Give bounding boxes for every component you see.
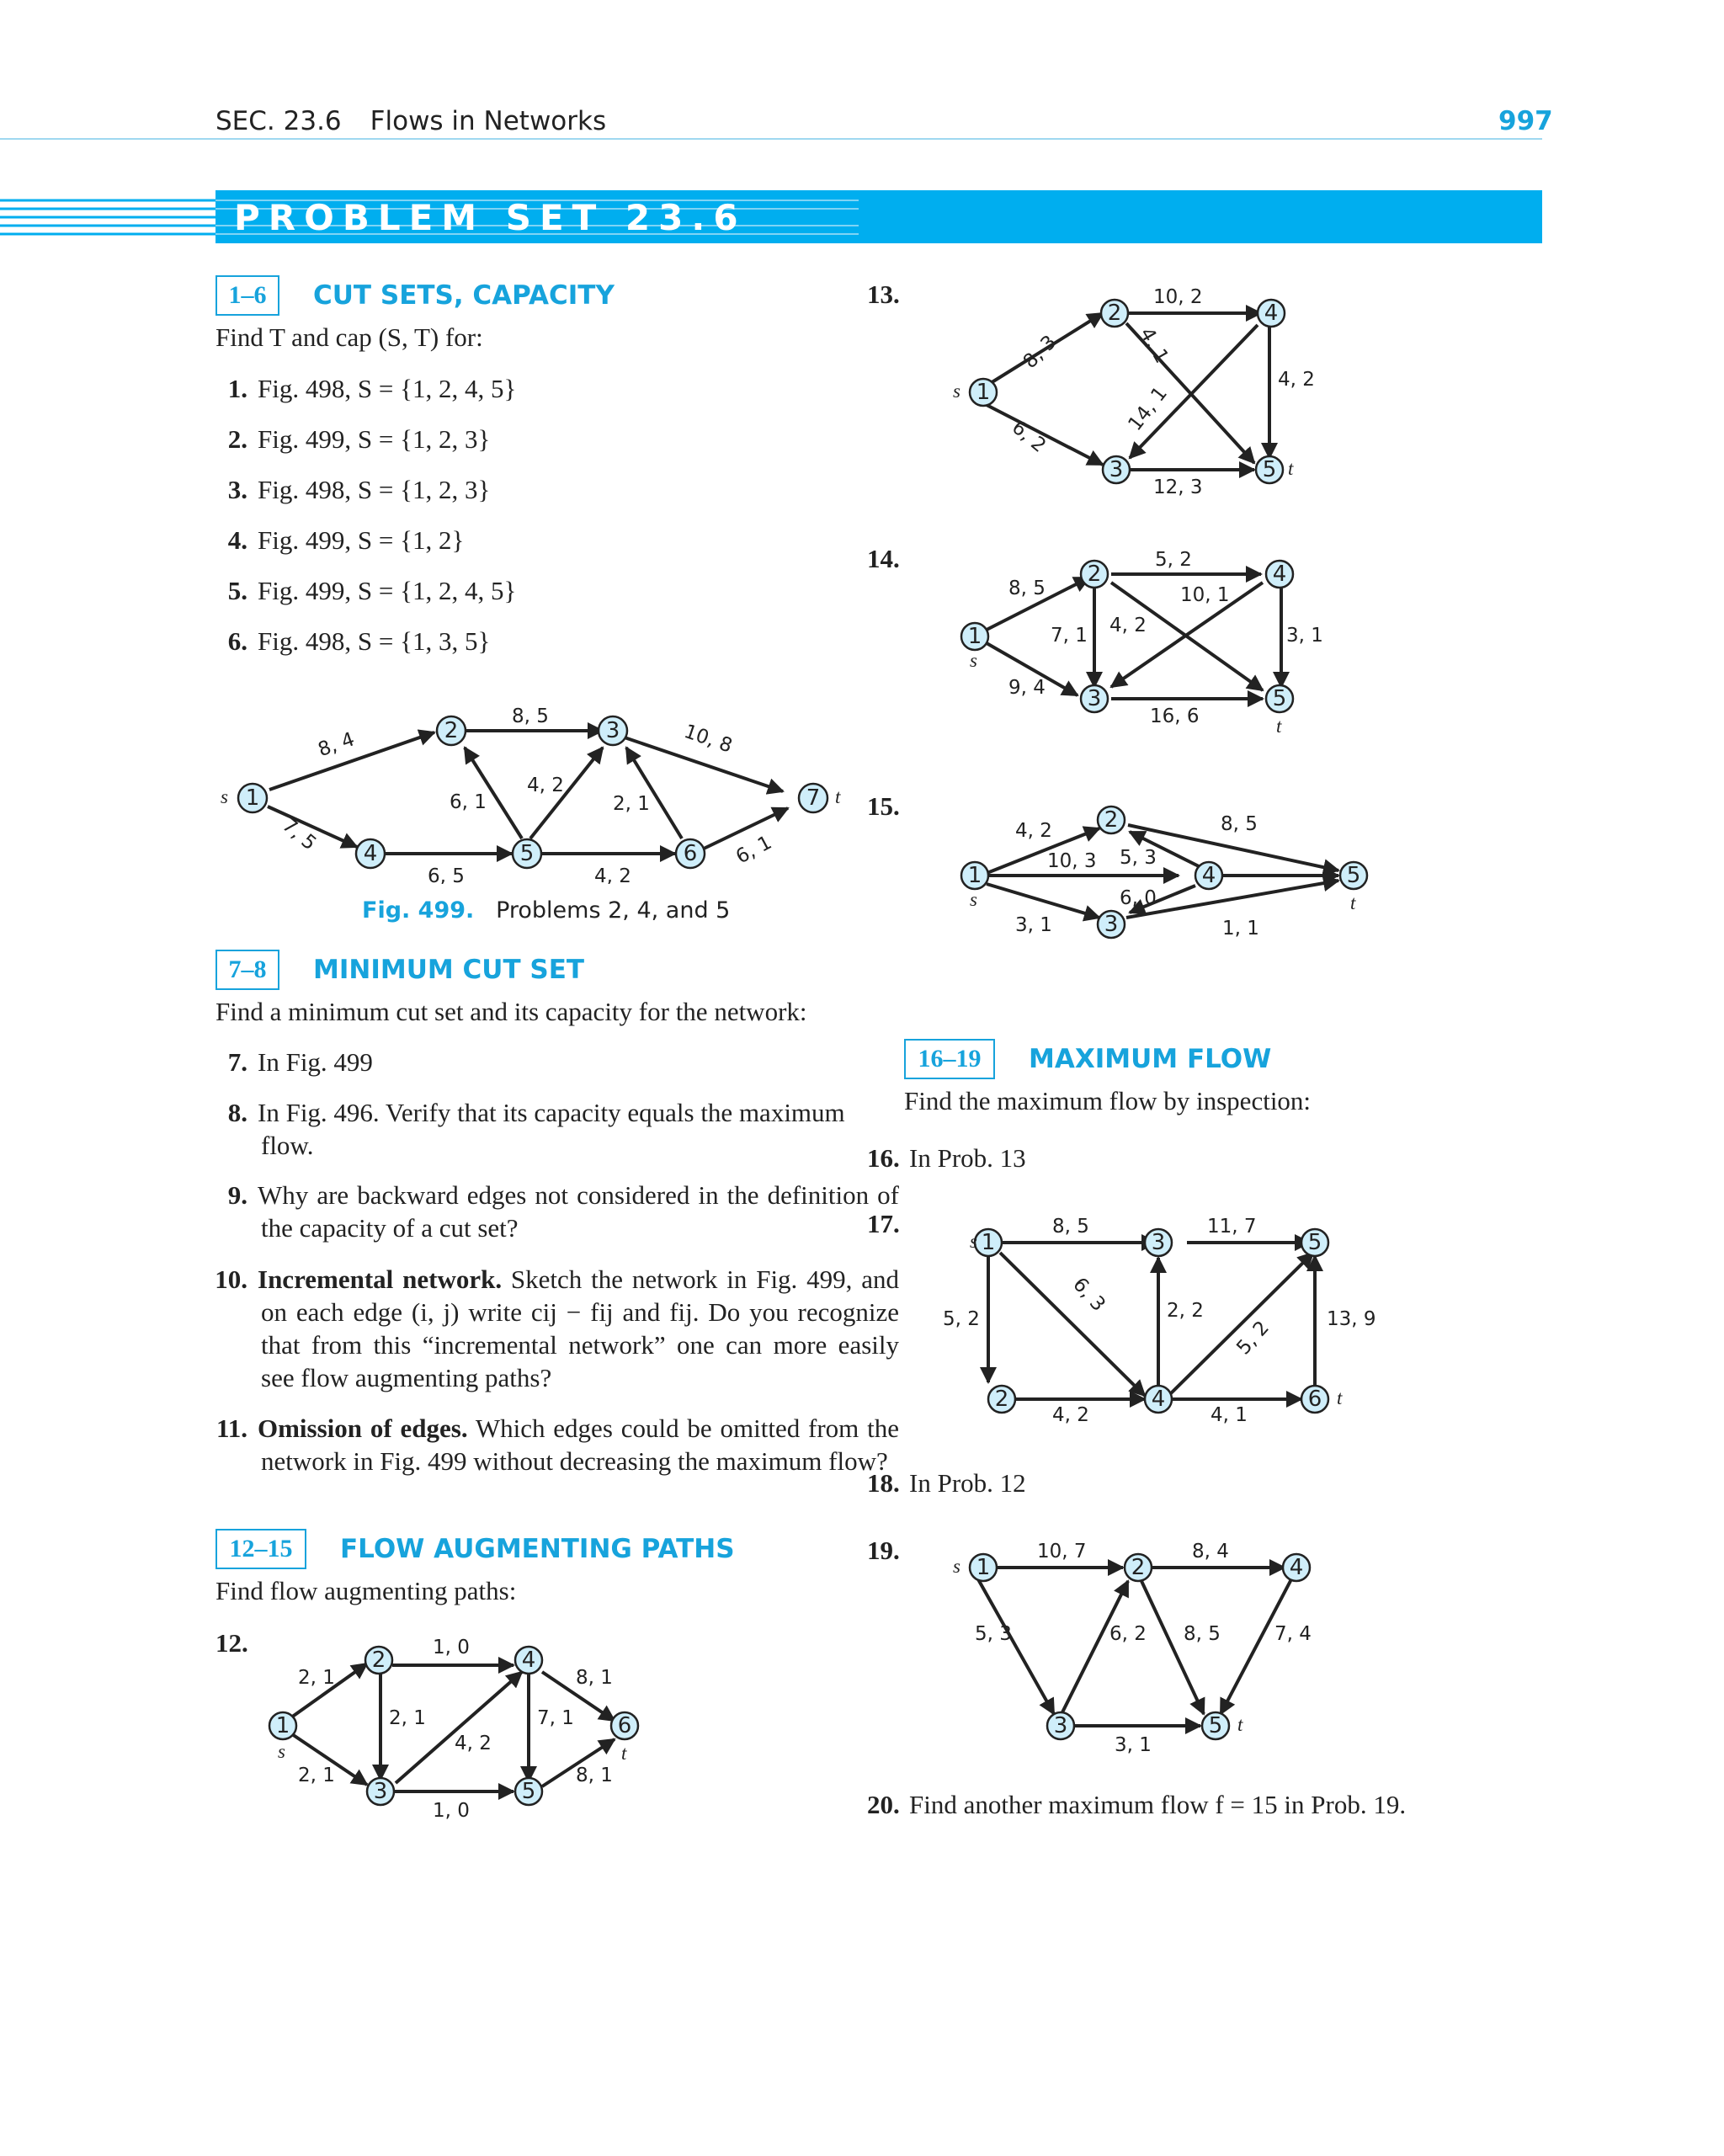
node [1256, 456, 1283, 483]
edge-label: 10, 2 [1153, 286, 1203, 308]
node [975, 1229, 1002, 1256]
edge-label: 5, 2 [1232, 1317, 1274, 1360]
problem-8: 8. In Fig. 496. Verify that its capacity equals the maximum flow. [227, 1098, 845, 1160]
node [970, 379, 997, 406]
node [437, 716, 466, 745]
node [1340, 862, 1367, 889]
edge-label: 4, 1 [1211, 1404, 1248, 1426]
edge-label: 2, 1 [298, 1765, 335, 1786]
edge-label: 4, 2 [527, 775, 564, 796]
problem-15: 15. [867, 791, 900, 821]
svg-text:1: 1 [967, 863, 982, 888]
source-label: s [970, 889, 977, 910]
source-label: s [970, 1231, 977, 1252]
edge-label: 9, 4 [1008, 677, 1046, 699]
section-title-min-cut: MINIMUM CUT SET [313, 955, 585, 985]
running-head [216, 106, 606, 136]
edge-label: 8, 5 [512, 705, 549, 727]
edge-label: 5, 3 [1120, 847, 1157, 869]
figure-499-graph [210, 699, 867, 884]
sink-label: t [835, 786, 841, 807]
edge-label: 6, 1 [732, 831, 776, 869]
node [515, 1778, 542, 1805]
node [1145, 1229, 1172, 1256]
node [365, 1647, 392, 1674]
sink-label: t [1276, 716, 1282, 737]
svg-text:2: 2 [1104, 807, 1119, 833]
edge-label: 8, 5 [1221, 813, 1258, 835]
edge-label: 6, 5 [428, 865, 465, 884]
sink-label: t [1237, 1714, 1243, 1735]
node [961, 623, 988, 650]
node [1101, 300, 1128, 327]
edge [1221, 1579, 1291, 1714]
section-intro: Find a minimum cut set and its capacity for the network: [216, 997, 807, 1026]
node [356, 839, 385, 868]
problem-2: 2. Fig. 499, S = {1, 2, 3} [227, 424, 491, 454]
section-number: SEC. 23.6 [216, 106, 342, 136]
node [1266, 561, 1293, 588]
edge-label: 2, 1 [613, 793, 650, 815]
node [1047, 1712, 1074, 1739]
edge [1141, 1581, 1204, 1714]
edge-label: 8, 4 [315, 728, 358, 762]
edge-label: 1, 0 [433, 1800, 470, 1822]
node [238, 784, 267, 812]
edge-label: 5, 2 [943, 1308, 980, 1330]
section-range-box: 16–19 [904, 1039, 995, 1079]
edge-label: 6, 2 [1109, 1623, 1147, 1645]
edge-label: 5, 3 [975, 1623, 1012, 1645]
svg-text:4: 4 [1289, 1555, 1304, 1580]
node [1081, 561, 1108, 588]
edge-label: 4, 2 [455, 1733, 492, 1754]
node [1202, 1712, 1229, 1739]
svg-text:5: 5 [1262, 457, 1277, 482]
svg-text:5: 5 [1307, 1230, 1322, 1255]
node [970, 1554, 997, 1581]
section-title-max-flow: MAXIMUM FLOW [1029, 1044, 1272, 1074]
node [1098, 911, 1125, 938]
sink-label: t [1288, 458, 1294, 479]
problem-9: 9. Why are backward edges not considered in the definition of the capacity of a cut set? [227, 1180, 899, 1243]
problem-17: 17. [867, 1209, 900, 1238]
section-title-flow-augmenting: FLOW AUGMENTING PATHS [340, 1534, 735, 1564]
source-label: s [278, 1741, 285, 1762]
problem-4: 4. Fig. 499, S = {1, 2} [227, 525, 465, 555]
edge-label: 8, 1 [576, 1765, 613, 1786]
section-range-box: 1–6 [216, 275, 279, 316]
problem-12: 12. [216, 1628, 248, 1658]
problem-1: 1. Fig. 498, S = {1, 2, 4, 5} [227, 374, 517, 403]
edge-label: 2, 1 [389, 1707, 426, 1729]
edge-label: 4, 2 [1015, 820, 1052, 842]
svg-text:6: 6 [683, 841, 698, 866]
svg-text:3: 3 [1053, 1713, 1068, 1738]
edge-label: 14, 1 [1124, 382, 1172, 435]
svg-text:1: 1 [976, 1555, 991, 1580]
edge-label: 5, 2 [1155, 549, 1192, 571]
problem-set-title: PROBLEM SET 23.6 [234, 197, 747, 238]
problem-14: 14. [867, 544, 900, 573]
problem-10: 10. Incremental network. Sketch the network in Fig. 499, and on each edge (i, j) write cij − fij and fij. Do you recognize that from this “incremental network” one can more easily see flow augmenting paths? [215, 1264, 899, 1392]
svg-text:2: 2 [1107, 301, 1122, 326]
section-intro: Find the maximum flow by inspection: [904, 1086, 1312, 1115]
svg-text:1: 1 [967, 624, 982, 649]
problem-3: 3. Fig. 498, S = {1, 2, 3} [227, 475, 491, 504]
edge-label: 3, 1 [1015, 914, 1052, 936]
problem-18: 18. In Prob. 12 [867, 1468, 1026, 1498]
node [1195, 862, 1222, 889]
problem-19: 19. [867, 1536, 900, 1565]
svg-text:3: 3 [1151, 1230, 1166, 1255]
problem-19-graph [943, 1530, 1347, 1758]
edge-label: 8, 5 [1052, 1216, 1089, 1238]
edge-label: 7, 1 [1051, 625, 1088, 647]
section-intro: Find flow augmenting paths: [216, 1576, 517, 1605]
edge-label: 13, 9 [1327, 1308, 1376, 1330]
problem-11: 11. Omission of edges. Which edges could be omitted from the network in Fig. 499 without decreasing the maximum flow? [216, 1413, 899, 1476]
svg-text:6: 6 [1307, 1387, 1322, 1412]
source-label: s [953, 1556, 960, 1577]
sink-label: t [1350, 892, 1356, 913]
node [1258, 300, 1285, 327]
edge [1061, 1581, 1128, 1716]
edge-label: 2, 1 [298, 1667, 335, 1689]
node [269, 1712, 296, 1739]
problem-5: 5. Fig. 499, S = {1, 2, 4, 5} [227, 576, 517, 605]
edge-label: 8, 1 [576, 1667, 613, 1689]
source-label: s [970, 650, 977, 671]
source-label: s [953, 381, 960, 402]
svg-text:2: 2 [444, 718, 459, 743]
edge-label: 2, 2 [1167, 1300, 1204, 1322]
edge-label: 16, 6 [1150, 705, 1200, 727]
svg-text:1: 1 [275, 1713, 290, 1738]
edge-label: 6, 1 [450, 791, 487, 813]
node [799, 784, 827, 812]
node [1301, 1386, 1328, 1413]
svg-text:4: 4 [521, 1648, 536, 1673]
figure-caption: Fig. 499. Problems 2, 4, and 5 [362, 897, 731, 924]
edge-label: 4, 1 [1135, 323, 1173, 367]
node [961, 862, 988, 889]
node [599, 716, 627, 745]
edge-label: 6, 3 [1068, 1273, 1109, 1316]
problem-15-graph [943, 786, 1414, 963]
svg-text:3: 3 [1109, 457, 1124, 482]
node [988, 1386, 1015, 1413]
edge-label: 4, 2 [1109, 615, 1147, 636]
edge-label: 4, 2 [1052, 1404, 1089, 1426]
svg-text:6: 6 [617, 1713, 632, 1738]
node [1301, 1229, 1328, 1256]
svg-text:4: 4 [1272, 562, 1287, 587]
svg-text:5: 5 [1346, 863, 1361, 888]
svg-text:2: 2 [1087, 562, 1102, 587]
svg-text:2: 2 [1131, 1555, 1146, 1580]
problem-14-graph [943, 539, 1347, 741]
node [1081, 685, 1108, 712]
sink-label: t [1337, 1387, 1343, 1408]
svg-text:7: 7 [806, 785, 821, 811]
svg-text:5: 5 [1208, 1713, 1223, 1738]
svg-text:3: 3 [605, 718, 620, 743]
section-range-box: 12–15 [216, 1529, 306, 1569]
edge-label: 1, 0 [433, 1637, 470, 1658]
problem-12-graph [253, 1625, 690, 1827]
edge-label: 8, 3 [1019, 331, 1062, 373]
node [1098, 807, 1125, 833]
source-label: s [221, 786, 228, 807]
problem-17-graph [943, 1204, 1397, 1431]
node [1125, 1554, 1152, 1581]
edge-label: 1, 1 [1222, 918, 1259, 940]
edge-label: 8, 5 [1008, 578, 1046, 599]
svg-text:4: 4 [1264, 301, 1279, 326]
header-rule [0, 138, 1542, 140]
edge-label: 10, 1 [1180, 584, 1230, 606]
problem-13-graph [943, 278, 1347, 505]
svg-text:2: 2 [371, 1648, 386, 1673]
svg-text:1: 1 [981, 1230, 996, 1255]
edge-label: 6, 0 [1120, 887, 1157, 909]
problem-20: 20. Find another maximum flow f = 15 in Prob. 19. [867, 1790, 1407, 1819]
sink-label: t [621, 1743, 627, 1764]
svg-text:3: 3 [373, 1779, 388, 1804]
page-number: 997 [1498, 106, 1553, 136]
node [1266, 685, 1293, 712]
section-title-cut-sets: CUT SETS, CAPACITY [313, 280, 615, 311]
section-title: Flows in Networks [370, 106, 607, 136]
problem-16: 16. In Prob. 13 [867, 1143, 1026, 1173]
node [1283, 1554, 1310, 1581]
edge-label: 7, 5 [278, 814, 321, 855]
svg-text:4: 4 [1201, 863, 1216, 888]
edge-label: 10, 7 [1037, 1541, 1087, 1562]
edge-label: 4, 2 [1278, 369, 1315, 391]
problem-7: 7. In Fig. 499 [227, 1047, 373, 1077]
svg-text:3: 3 [1104, 912, 1119, 937]
node [515, 1647, 542, 1674]
edge-label: 7, 1 [537, 1707, 574, 1729]
svg-text:1: 1 [976, 380, 991, 405]
edge-label: 8, 5 [1184, 1623, 1221, 1645]
problem-13: 13. [867, 279, 900, 309]
node [1103, 456, 1130, 483]
section-range-box: 7–8 [216, 950, 279, 990]
edge [1000, 1253, 1145, 1396]
svg-text:5: 5 [521, 1779, 536, 1804]
edge [978, 1579, 1054, 1714]
svg-text:5: 5 [519, 841, 535, 866]
edge-label: 6, 2 [1007, 416, 1051, 457]
svg-text:5: 5 [1272, 686, 1287, 711]
edge-label: 10, 8 [681, 720, 736, 758]
svg-text:4: 4 [1151, 1387, 1166, 1412]
edge-label: 11, 7 [1207, 1216, 1257, 1238]
edge [1170, 1253, 1313, 1394]
svg-text:2: 2 [994, 1387, 1009, 1412]
edge-label: 4, 2 [594, 865, 631, 884]
node [367, 1778, 394, 1805]
svg-text:3: 3 [1087, 686, 1102, 711]
edge-label: 8, 4 [1192, 1541, 1229, 1562]
svg-text:4: 4 [363, 841, 378, 866]
node [513, 839, 541, 868]
svg-text:1: 1 [245, 785, 260, 811]
edge [987, 884, 1099, 918]
edge-label: 3, 1 [1286, 625, 1323, 647]
edge-label: 7, 4 [1274, 1623, 1312, 1645]
edge-label: 3, 1 [1115, 1734, 1152, 1756]
edge-label: 12, 3 [1153, 476, 1203, 498]
problem-6: 6. Fig. 498, S = {1, 3, 5} [227, 626, 491, 656]
node [611, 1712, 638, 1739]
edge-label: 10, 3 [1047, 850, 1097, 872]
node [1145, 1386, 1172, 1413]
section-intro: Find T and cap (S, T) for: [216, 322, 483, 352]
node [676, 839, 705, 868]
